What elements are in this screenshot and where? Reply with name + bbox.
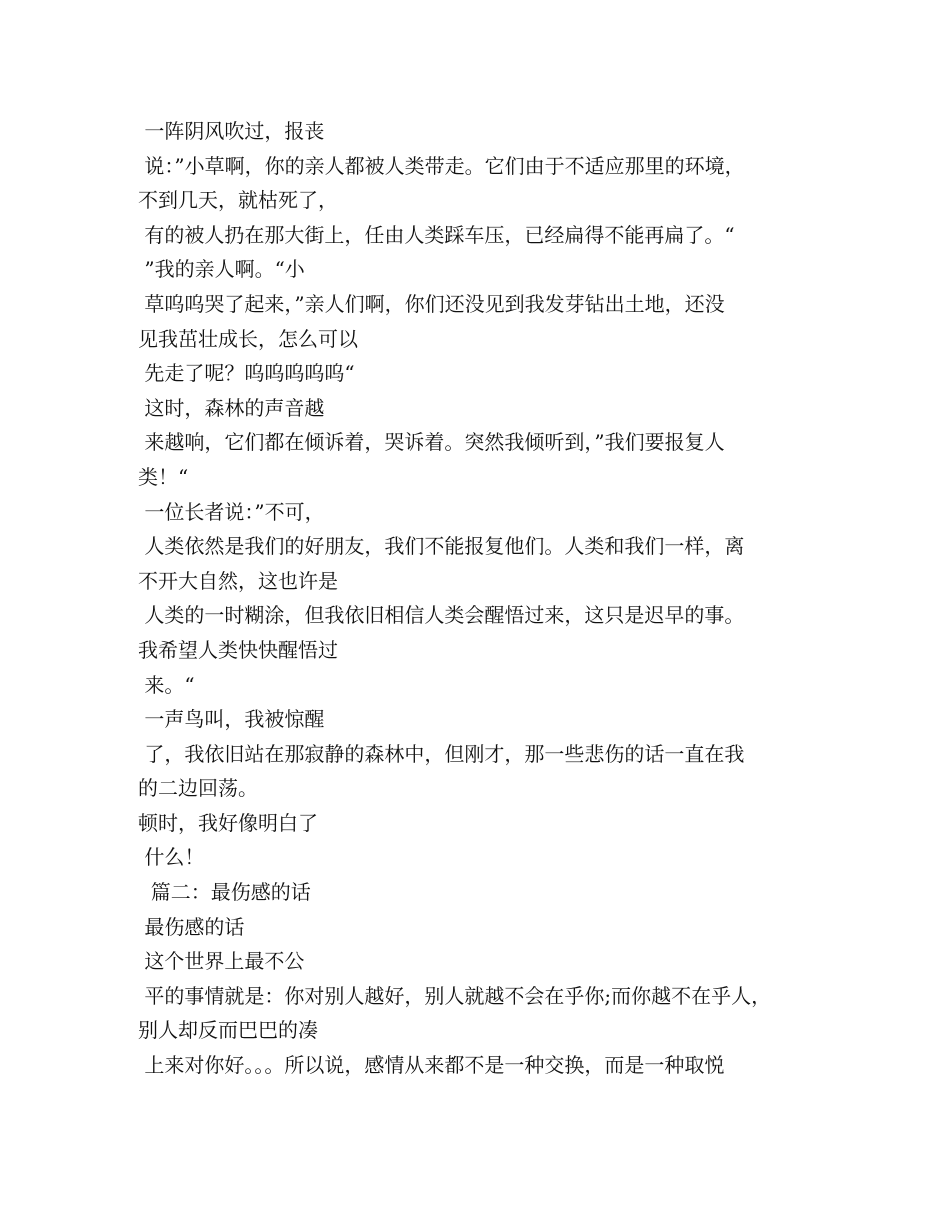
text-line: 这个世界上最不公 (138, 949, 305, 974)
text-line: 什么！ (138, 845, 205, 870)
section-heading: 篇二：最伤感的话 (138, 880, 311, 905)
text-line: 类！“ (138, 464, 189, 489)
text-line: 平的事情就是：你对别人越好，别人就越不会在乎你;而你越不在乎人， (138, 983, 772, 1008)
text-line: 我希望人类快快醒悟过 (138, 637, 338, 662)
text-line: 一位长者说：”不可， (138, 499, 325, 524)
text-line: 说：”小草啊，你的亲人都被人类带走。它们由于不适应那里的环境， (138, 153, 745, 178)
section-title: 最伤感的话 (138, 914, 245, 939)
text-line: 有的被人扔在那大街上，任由人类踩车压，已经扁得不能再扁了。“ (138, 222, 735, 247)
text-line: 上来对你好。。。所以说，感情从来都不是一种交换，而是一种取悦 (138, 1053, 725, 1078)
text-body (138, 114, 828, 1083)
text-line: 见我茁壮成长，怎么可以 (138, 326, 358, 351)
text-line: 人类依然是我们的好朋友，我们不能报复他们。人类和我们一样，离 (138, 534, 745, 559)
text-line: 顿时，我好像明白了 (138, 810, 318, 835)
text-line: 一阵阴风吹过，报丧 (138, 119, 325, 143)
text-line: 了，我依旧站在那寂静的森林中，但刚才，那一些悲伤的话一直在我 (138, 741, 745, 766)
text-line: 不开大自然，这也许是 (138, 568, 338, 593)
text-line: 先走了呢？呜呜呜呜呜“ (138, 361, 355, 386)
text-line: 这时，森林的声音越 (138, 395, 325, 420)
text-line: 不到几天，就枯死了， (138, 188, 338, 213)
text-line: 草呜呜哭了起来，”亲人们啊，你们还没见到我发芽钻出土地，还没 (138, 291, 725, 316)
text-line: 的二边回荡。 (138, 776, 258, 801)
text-line: ”我的亲人啊。“小 (138, 257, 305, 282)
text-line: 人类的一时糊涂，但我依旧相信人类会醒悟过来，这只是迟早的事。 (138, 603, 745, 628)
text-line: 来。“ (138, 672, 195, 697)
text-line: 别人却反而巴巴的凑 (138, 1018, 318, 1043)
text-line: 来越响，它们都在倾诉着，哭诉着。突然我倾听到，”我们要报复人 (138, 430, 725, 455)
text-line: 一声鸟叫，我被惊醒 (138, 707, 325, 732)
